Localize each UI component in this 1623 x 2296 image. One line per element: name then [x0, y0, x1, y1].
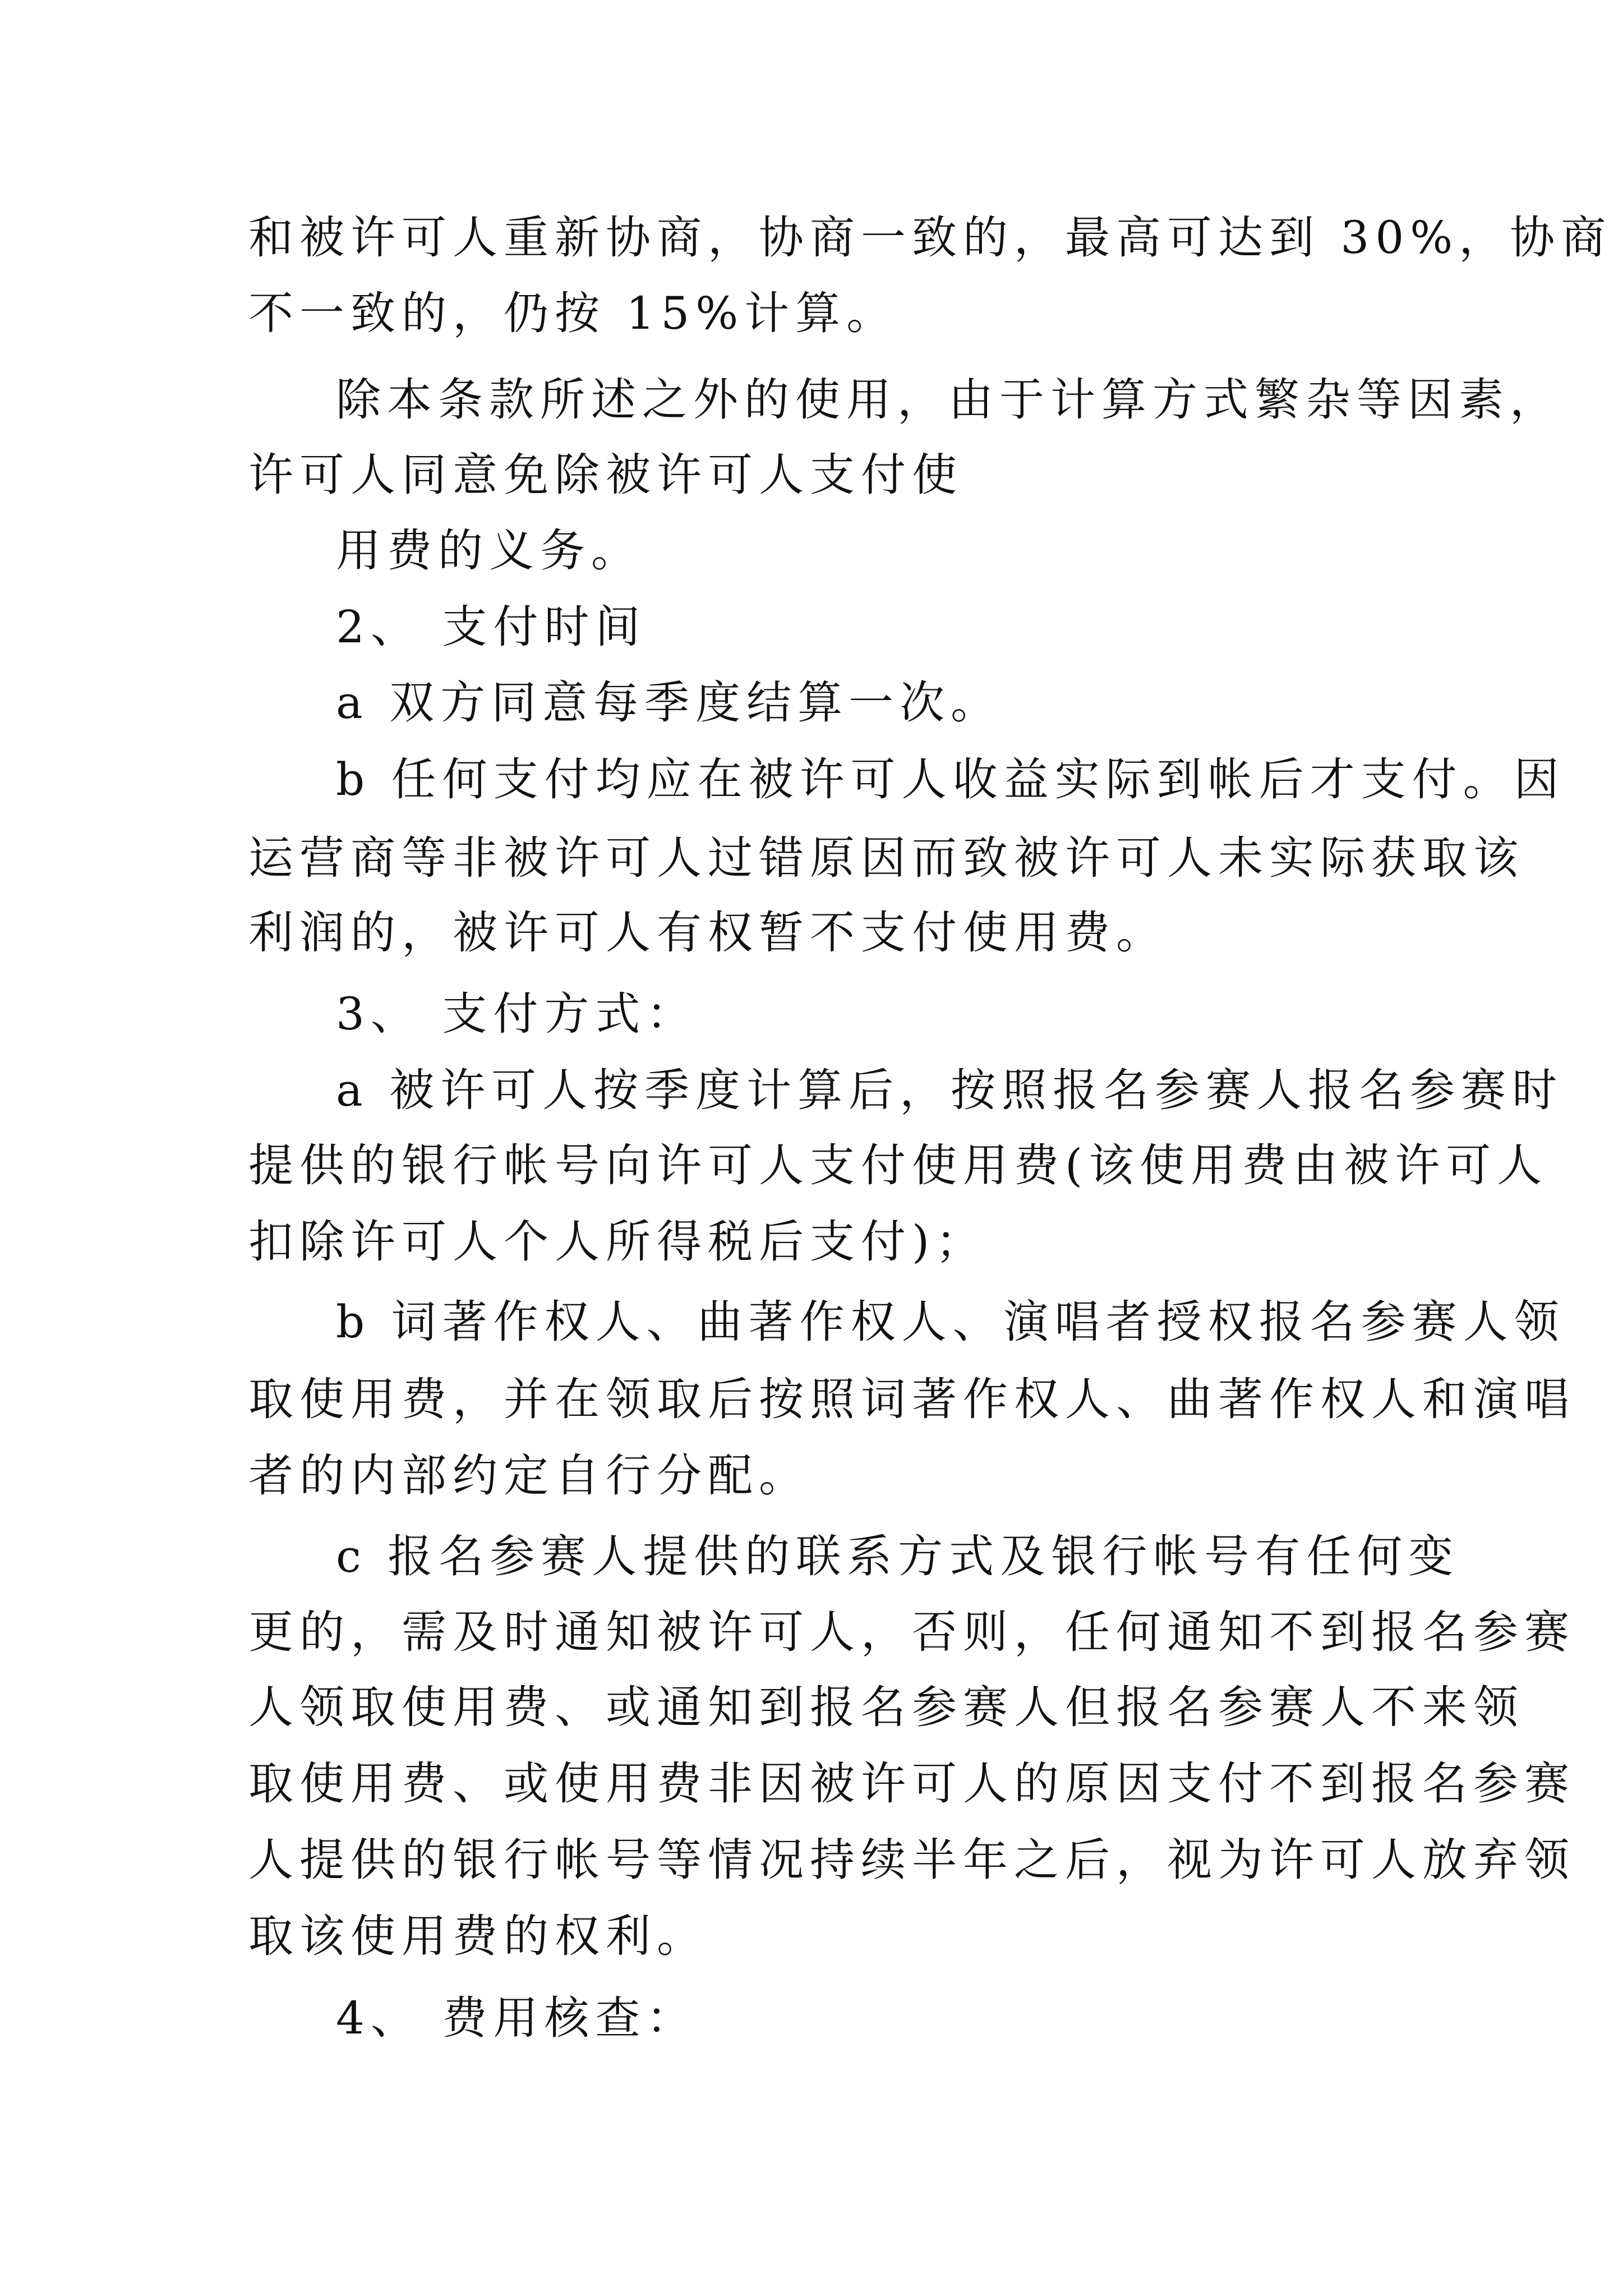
- section-heading: 3、 支付方式：: [336, 988, 698, 1040]
- list-item: a 被许可人按季度计算后，按照报名参赛人报名参赛时: [336, 1064, 1564, 1116]
- paragraph-line: 取使用费、或使用费非因被许可人的原因支付不到报名参赛: [248, 1757, 1575, 1810]
- list-item: b 词著作权人、曲著作权人、演唱者授权报名参赛人领: [336, 1296, 1565, 1348]
- paragraph-line: 和被许可人重新协商，协商一致的，最高可达到 30%，协商: [248, 211, 1612, 264]
- paragraph-line: 扣除许可人个人所得税后支付)；: [248, 1216, 987, 1268]
- section-heading: 4、 费用核查：: [336, 1992, 698, 2044]
- list-item: c 报名参赛人提供的联系方式及银行帐号有任何变: [336, 1530, 1460, 1582]
- paragraph-line: 不一致的，仍按 15%计算。: [248, 287, 898, 339]
- paragraph-line: 取该使用费的权利。: [248, 1910, 708, 1962]
- paragraph-line: 人领取使用费、或通知到报名参赛人但报名参赛人不来领: [248, 1681, 1524, 1733]
- paragraph-line: 用费的义务。: [336, 524, 642, 577]
- paragraph-line: 取使用费，并在领取后按照词著作权人、曲著作权人和演唱: [248, 1373, 1575, 1425]
- paragraph-line: 者的内部约定自行分配。: [248, 1450, 810, 1502]
- list-item: b 任何支付均应在被许可人收益实际到帐后才支付。因: [336, 753, 1565, 806]
- paragraph-line: 除本条款所述之外的使用，由于计算方式繁杂等因素，: [336, 374, 1561, 426]
- paragraph-line: 提供的银行帐号向许可人支付使用费(该使用费由被许可人: [248, 1139, 1548, 1191]
- paragraph-line: 许可人同意免除被许可人支付使: [248, 449, 963, 501]
- paragraph-line: 更的，需及时通知被许可人，否则，任何通知不到报名参赛: [248, 1606, 1575, 1658]
- paragraph-line: 人提供的银行帐号等情况持续半年之后，视为许可人放弃领: [248, 1834, 1575, 1886]
- list-item: a 双方同意每季度结算一次。: [336, 677, 1002, 729]
- paragraph-line: 运营商等非被许可人过错原因而致被许可人未实际获取该: [248, 832, 1524, 884]
- section-heading: 2、 支付时间: [336, 601, 647, 653]
- paragraph-line: 利润的，被许可人有权暂不支付使用费。: [248, 907, 1167, 959]
